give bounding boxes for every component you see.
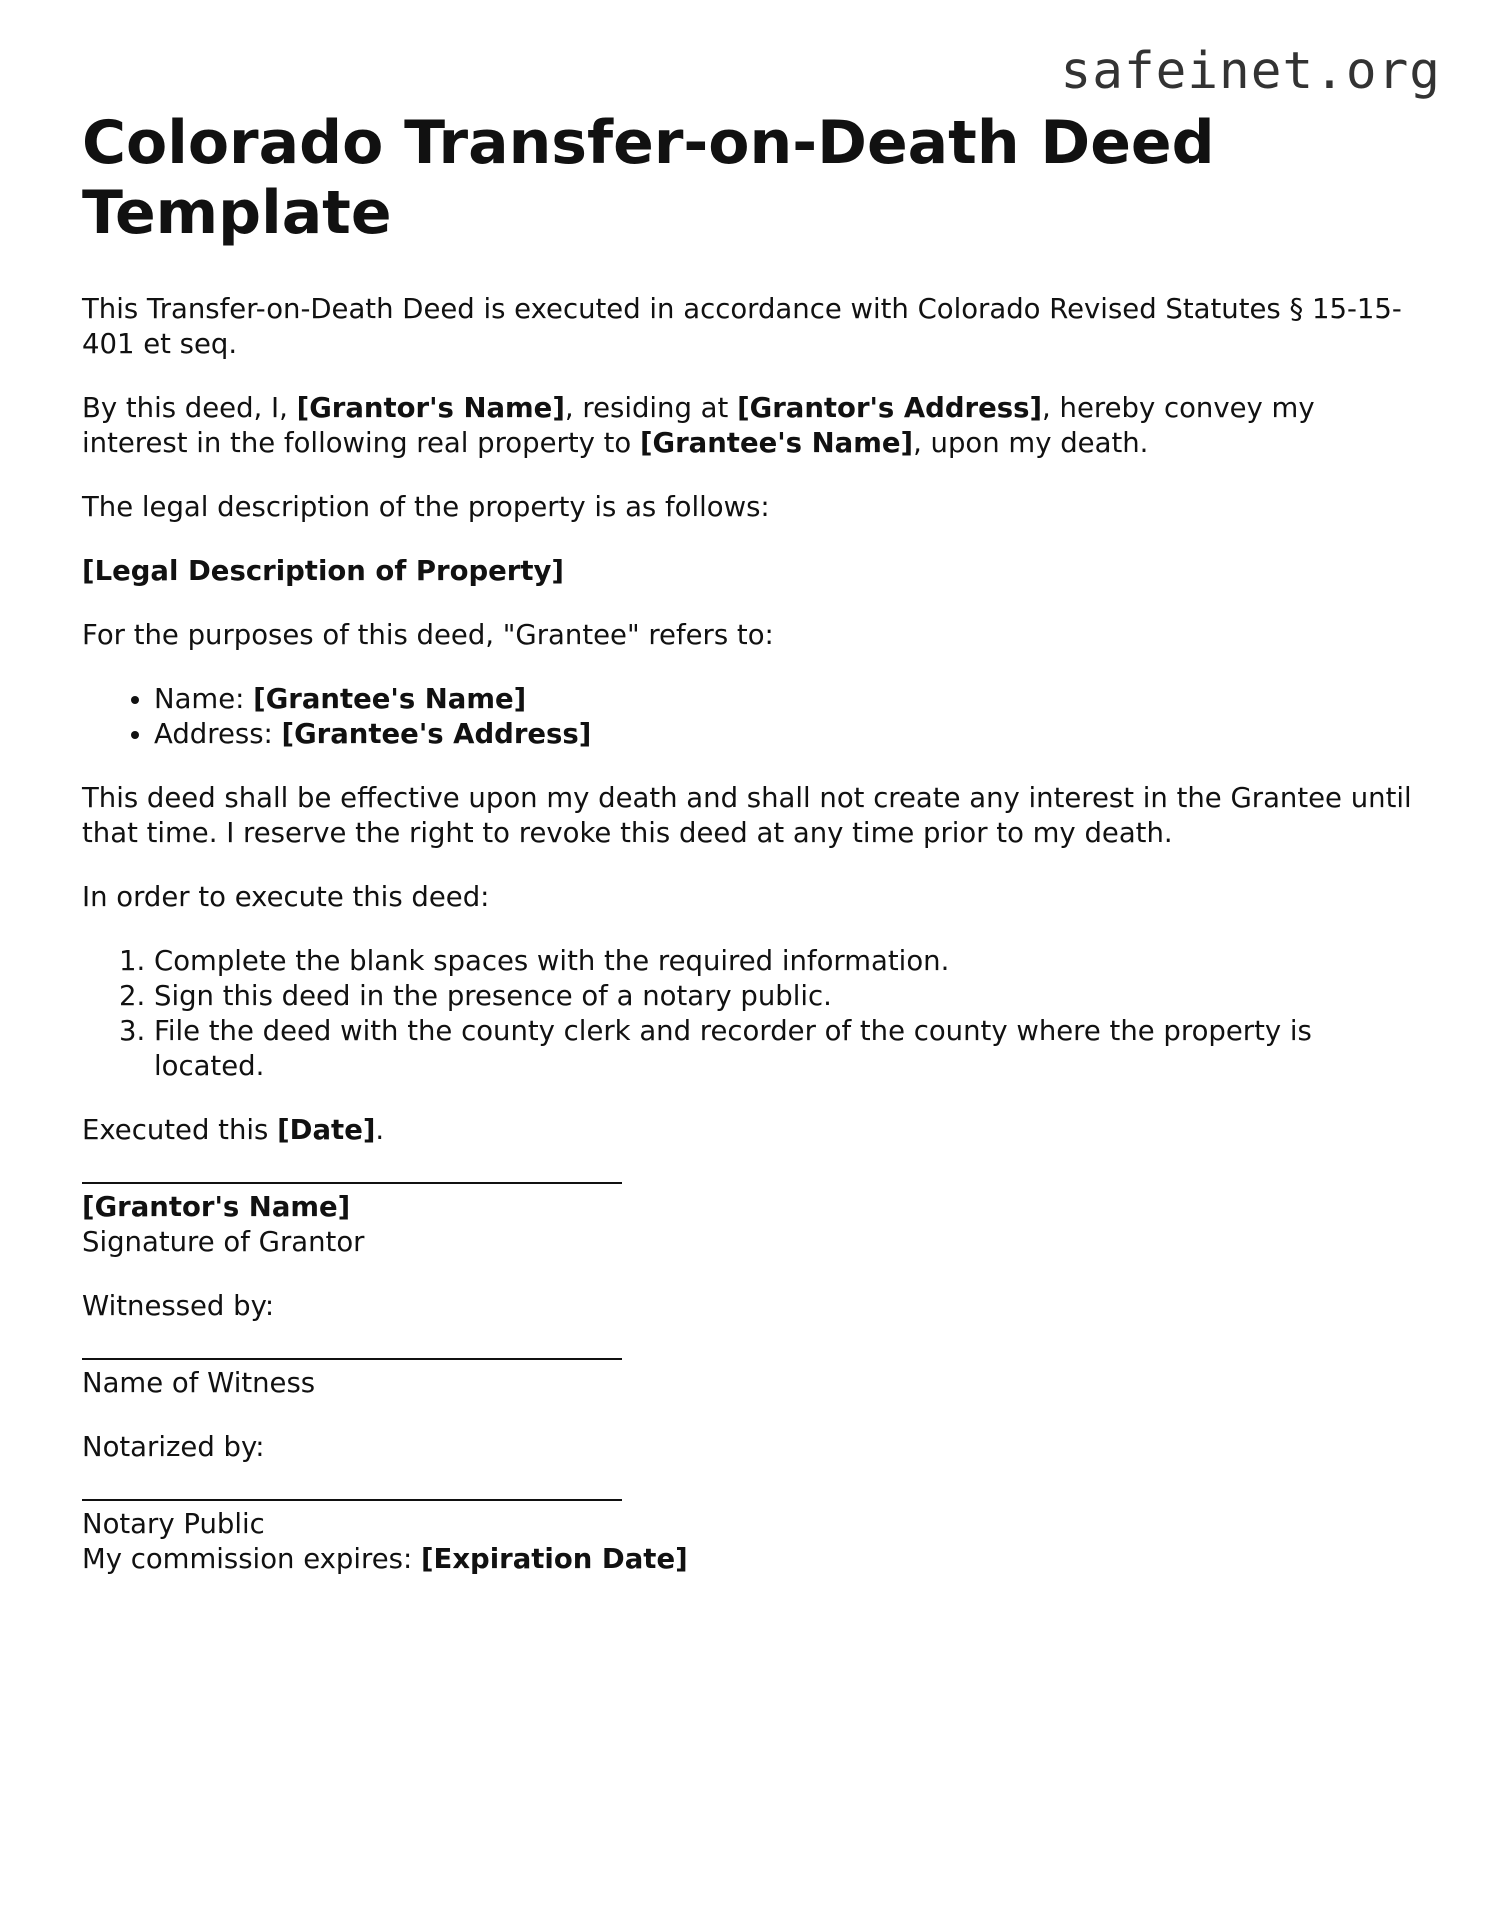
grantee-name-value: [Grantee's Name] (253, 683, 527, 715)
witness-signature-line (82, 1358, 622, 1360)
watermark: safeinet.org (1060, 42, 1441, 101)
execution-steps (82, 944, 1412, 1084)
grantee-list (82, 682, 1412, 752)
execute-intro: In order to execute this deed: (82, 881, 490, 913)
witness-intro: Witnessed by: (82, 1290, 275, 1322)
grantor-address-placeholder: [Grantor's Address] (737, 392, 1043, 424)
grantee-intro: For the purposes of this deed, "Grantee" refers to: (82, 619, 774, 651)
notary-caption: Notary Public (82, 1508, 265, 1540)
grantee-name-label: Name: (154, 683, 254, 715)
grantor-signature-caption: Signature of Grantor (82, 1226, 365, 1258)
effective-paragraph: This deed shall be effective upon my death and shall not create any interest in the Grantee until that time. I reserve the right to revoke this deed at any time prior to my death. (82, 782, 1412, 849)
legal-intro: The legal description of the property is as follows: (82, 491, 770, 523)
page-title: Colorado Transfer-on-Death Deed Template (82, 108, 1215, 248)
date-placeholder: [Date] (277, 1114, 376, 1146)
list-item: 1. Complete the blank spaces with the required information. (154, 944, 1412, 979)
grantor-name-placeholder: [Grantor's Name] (296, 392, 565, 424)
notary-signature-block (82, 1499, 1412, 1577)
executed-prefix: Executed this (82, 1114, 278, 1146)
list-item (154, 682, 1412, 717)
conveyance-paragraph (82, 391, 1412, 461)
grantee-address-value: [Grantee's Address] (281, 718, 592, 750)
legal-description-placeholder: [Legal Description of Property] (82, 555, 565, 587)
conveyance-text-1: By this deed, I, (82, 392, 297, 424)
witness-signature-block (82, 1358, 1412, 1401)
grantee-name-placeholder: [Grantee's Name] (639, 427, 914, 459)
commission-expires-label: My commission expires: (82, 1543, 421, 1575)
executed-line (82, 1113, 1412, 1148)
executed-suffix: . (375, 1114, 385, 1146)
commission-expires (82, 1542, 1412, 1577)
grantor-signature-block (82, 1182, 1412, 1260)
grantor-signature-name: [Grantor's Name] (82, 1191, 351, 1223)
document-page (82, 108, 1412, 1606)
legal-description-paragraph (82, 554, 1412, 589)
grantee-address-label: Address: (154, 718, 282, 750)
intro-paragraph: This Transfer-on-Death Deed is executed in accordance with Colorado Revised Statutes § 15-15-401 et seq. (82, 293, 1402, 360)
conveyance-text-2: , residing at (564, 392, 738, 424)
expiration-date-placeholder: [Expiration Date] (420, 1543, 688, 1575)
notary-signature-line (82, 1499, 622, 1501)
grantor-signature-line (82, 1182, 622, 1184)
notary-intro: Notarized by: (82, 1431, 265, 1463)
conveyance-text-4: , upon my death. (913, 427, 1149, 459)
list-item: 2. Sign this deed in the presence of a notary public. (154, 979, 1412, 1014)
list-item (154, 717, 1412, 752)
list-item: 3. File the deed with the county clerk and recorder of the county where the property is located. (154, 1014, 1412, 1084)
witness-caption: Name of Witness (82, 1367, 316, 1399)
conveyance-text-3: , hereby convey my interest in the following real property to (82, 392, 1315, 459)
